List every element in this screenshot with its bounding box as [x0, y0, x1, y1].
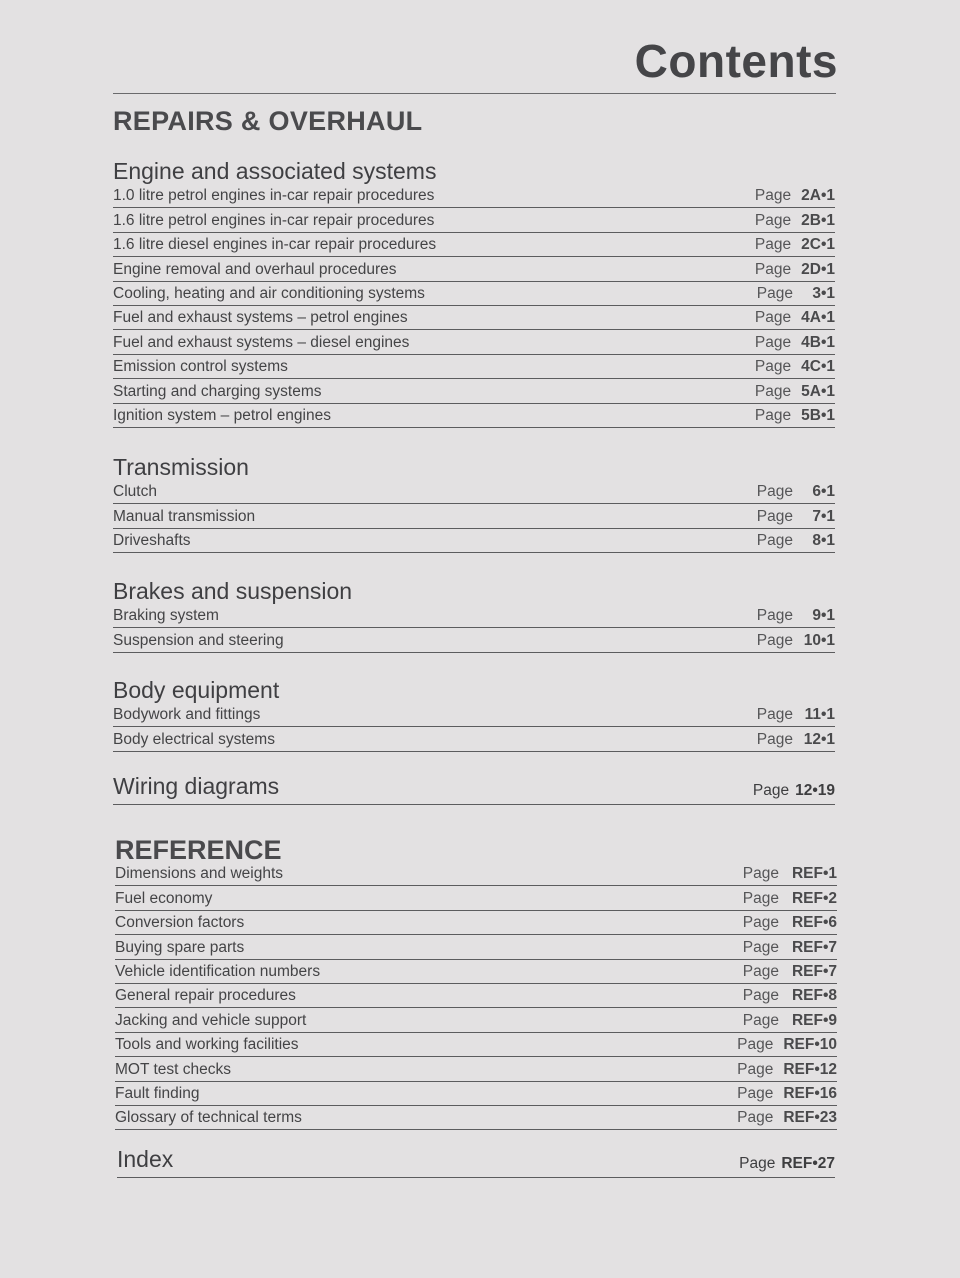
entry-label: Fuel and exhaust systems – petrol engines	[113, 309, 408, 327]
group-transmission	[113, 454, 835, 553]
entry-list	[113, 480, 835, 553]
entry-label: Tools and working facilities	[115, 1036, 299, 1054]
page-word: Page	[756, 607, 793, 625]
title-divider	[113, 93, 836, 94]
page-reference	[743, 939, 837, 957]
entry-label: Fuel economy	[115, 889, 213, 907]
page-number: 2C•1	[801, 236, 835, 254]
entry-list	[113, 604, 835, 653]
entry-label: Dimensions and weights	[115, 865, 284, 883]
toc-entry[interactable]	[113, 379, 835, 403]
page-reference	[757, 706, 835, 724]
page-word: Page	[756, 284, 793, 302]
entry-list	[113, 703, 835, 752]
entry-label: Jacking and vehicle support	[115, 1011, 307, 1029]
entry-label: Driveshafts	[113, 532, 191, 550]
entry-label: 1.6 litre petrol engines in-car repair procedures	[113, 211, 435, 229]
page-reference	[755, 309, 835, 327]
page-reference	[743, 987, 837, 1005]
entry-label: Manual transmission	[113, 507, 256, 525]
page-word: Page	[742, 914, 779, 932]
page-number: 3•1	[812, 284, 835, 302]
page-reference	[755, 236, 835, 254]
entry-label: Clutch	[113, 483, 157, 501]
page-number: REF•6	[791, 914, 837, 932]
toc-entry[interactable]	[113, 233, 835, 257]
page-number: REF•2	[791, 889, 837, 907]
page-number: 10•1	[803, 631, 835, 649]
page-number: REF•23	[783, 1109, 837, 1127]
toc-entry[interactable]	[113, 628, 835, 652]
page-word: Page	[742, 889, 779, 907]
toc-entry[interactable]	[115, 1057, 837, 1081]
page-number: REF•27	[781, 1155, 835, 1172]
toc-entry[interactable]	[113, 355, 835, 379]
page-reference	[757, 483, 835, 501]
page-word: Page	[739, 1155, 776, 1172]
page-number: 4C•1	[801, 358, 835, 376]
page-word: Page	[754, 358, 792, 376]
entry-label: 1.6 litre diesel engines in-car repair procedures	[113, 236, 437, 254]
page-word: Page	[754, 260, 792, 278]
entry-label: Fuel and exhaust systems – diesel engines	[113, 333, 410, 351]
page-reference	[755, 383, 835, 401]
entry-label: Buying spare parts	[115, 938, 245, 956]
entry-label: Engine removal and overhaul procedures	[113, 260, 397, 278]
page-reference	[755, 334, 835, 352]
page-number: 12•1	[803, 730, 835, 748]
toc-entry[interactable]	[115, 862, 837, 886]
page-word: Page	[742, 1011, 779, 1029]
page-number: 12•19	[795, 782, 835, 799]
page-word: Page	[754, 211, 792, 229]
page-reference	[757, 632, 835, 650]
page-word: Page	[737, 1084, 774, 1102]
page-number: REF•9	[791, 1011, 837, 1029]
entry-label: Emission control systems	[113, 358, 288, 376]
toc-entry[interactable]	[113, 480, 835, 504]
page-word: Page	[754, 382, 792, 400]
group-title: Transmission	[113, 454, 249, 480]
toc-entry[interactable]	[113, 703, 835, 727]
entry-label: Cooling, heating and air conditioning systems	[113, 284, 425, 302]
toc-entry[interactable]	[115, 960, 837, 984]
toc-entry[interactable]	[113, 208, 835, 232]
toc-entry[interactable]	[115, 935, 837, 959]
page-reference	[757, 285, 835, 303]
page-word: Page	[756, 730, 793, 748]
page-word: Page	[742, 987, 779, 1005]
page-reference	[737, 1036, 837, 1054]
page-word: Page	[737, 1036, 774, 1054]
entry-label: Conversion factors	[115, 914, 245, 932]
toc-entry[interactable]	[113, 529, 835, 553]
toc-entry[interactable]	[115, 1106, 837, 1130]
group-title: Body equipment	[113, 677, 280, 703]
reference-section-heading: REFERENCE	[115, 835, 282, 865]
page-word: Page	[754, 187, 792, 205]
entry-label: Body electrical systems	[113, 730, 275, 748]
entry-label: 1.0 litre petrol engines in-car repair procedures	[113, 187, 435, 205]
index-entry[interactable]	[117, 1142, 835, 1178]
group-brakes	[113, 578, 835, 653]
page-reference	[737, 1109, 837, 1127]
group-title: Brakes and suspension	[113, 578, 353, 604]
toc-entry[interactable]	[115, 886, 837, 910]
entry-list	[115, 862, 837, 1130]
toc-entry[interactable]	[113, 504, 835, 528]
toc-entry[interactable]	[113, 306, 835, 330]
toc-entry[interactable]	[115, 1082, 837, 1106]
page-reference	[757, 532, 835, 550]
page-number: REF•7	[791, 938, 837, 956]
wiring-label: Wiring diagrams	[113, 773, 280, 799]
entry-label: Glossary of technical terms	[115, 1109, 302, 1127]
page-number: REF•1	[791, 865, 837, 883]
page-reference	[737, 1085, 837, 1103]
entry-label: General repair procedures	[115, 987, 296, 1005]
page-number: 4A•1	[801, 309, 835, 327]
page-number: 4B•1	[801, 333, 835, 351]
page-word: Page	[756, 483, 793, 501]
wiring-entry[interactable]	[113, 769, 835, 805]
page-word: Page	[756, 706, 793, 724]
page-reference	[743, 963, 837, 981]
toc-entry[interactable]	[115, 911, 837, 935]
page-reference	[755, 261, 835, 279]
page-reference	[743, 890, 837, 908]
page-number: 6•1	[812, 483, 835, 501]
entry-label: Starting and charging systems	[113, 382, 322, 400]
toc-entry[interactable]	[113, 282, 835, 306]
page-word: Page	[754, 236, 792, 254]
group-engine	[113, 158, 835, 428]
page-number: 11•1	[804, 706, 835, 724]
page-reference	[743, 914, 837, 932]
entry-label: Suspension and steering	[113, 631, 284, 649]
entry-label: MOT test checks	[115, 1060, 231, 1078]
toc-entry[interactable]	[113, 330, 835, 354]
page-number: 7•1	[812, 507, 835, 525]
page-reference	[757, 508, 835, 526]
page-number: 8•1	[812, 532, 835, 550]
page-number: 5B•1	[801, 406, 835, 424]
group-title: Engine and associated systems	[113, 158, 437, 184]
page-reference	[757, 731, 835, 749]
page-number: REF•10	[783, 1036, 837, 1054]
page-reference	[755, 358, 835, 376]
page-reference	[737, 1061, 837, 1079]
page-word: Page	[742, 865, 779, 883]
page-reference	[755, 187, 835, 205]
toc-entry[interactable]	[115, 1033, 837, 1057]
page-word: Page	[742, 962, 779, 980]
toc-entry[interactable]	[113, 257, 835, 281]
page-reference	[743, 1012, 837, 1030]
page-reference	[757, 607, 835, 625]
repairs-section-heading: REPAIRS & OVERHAUL	[113, 106, 423, 136]
page-word: Page	[754, 333, 792, 351]
toc-entry[interactable]	[113, 727, 835, 751]
page-word: Page	[752, 782, 790, 799]
entry-label: Fault finding	[115, 1084, 200, 1102]
toc-entry[interactable]	[113, 184, 835, 208]
page-number: 2B•1	[801, 211, 835, 229]
toc-entry[interactable]	[113, 404, 835, 428]
page-number: 2D•1	[801, 260, 835, 278]
page-number: 2A•1	[801, 187, 835, 205]
page-number: REF•16	[783, 1084, 837, 1102]
entry-label: Bodywork and fittings	[113, 706, 261, 724]
page-word: Page	[754, 406, 792, 424]
entry-label: Braking system	[113, 607, 219, 625]
toc-entry[interactable]	[115, 984, 837, 1008]
page-number: 9•1	[812, 607, 835, 625]
entry-label: Ignition system – petrol engines	[113, 406, 331, 424]
page-word: Page	[737, 1109, 774, 1127]
page-word: Page	[737, 1060, 774, 1078]
page-title: Contents	[634, 35, 838, 87]
page-word: Page	[756, 532, 793, 550]
page-number: REF•8	[791, 987, 837, 1005]
toc-entry[interactable]	[113, 604, 835, 628]
page-reference	[743, 865, 837, 883]
entry-list	[113, 184, 835, 428]
entry-label: Vehicle identification numbers	[115, 962, 321, 980]
page-number: REF•7	[791, 962, 837, 980]
toc-entry[interactable]	[115, 1008, 837, 1032]
page-number: REF•12	[783, 1060, 837, 1078]
page-reference	[755, 407, 835, 425]
group-reference	[115, 836, 837, 1130]
index-label: Index	[117, 1146, 174, 1172]
page-number: 5A•1	[801, 382, 835, 400]
page-reference	[755, 212, 835, 230]
page-word: Page	[756, 631, 793, 649]
page-word: Page	[756, 507, 793, 525]
group-body	[113, 677, 835, 752]
page-word: Page	[742, 938, 779, 956]
page-word: Page	[754, 309, 792, 327]
